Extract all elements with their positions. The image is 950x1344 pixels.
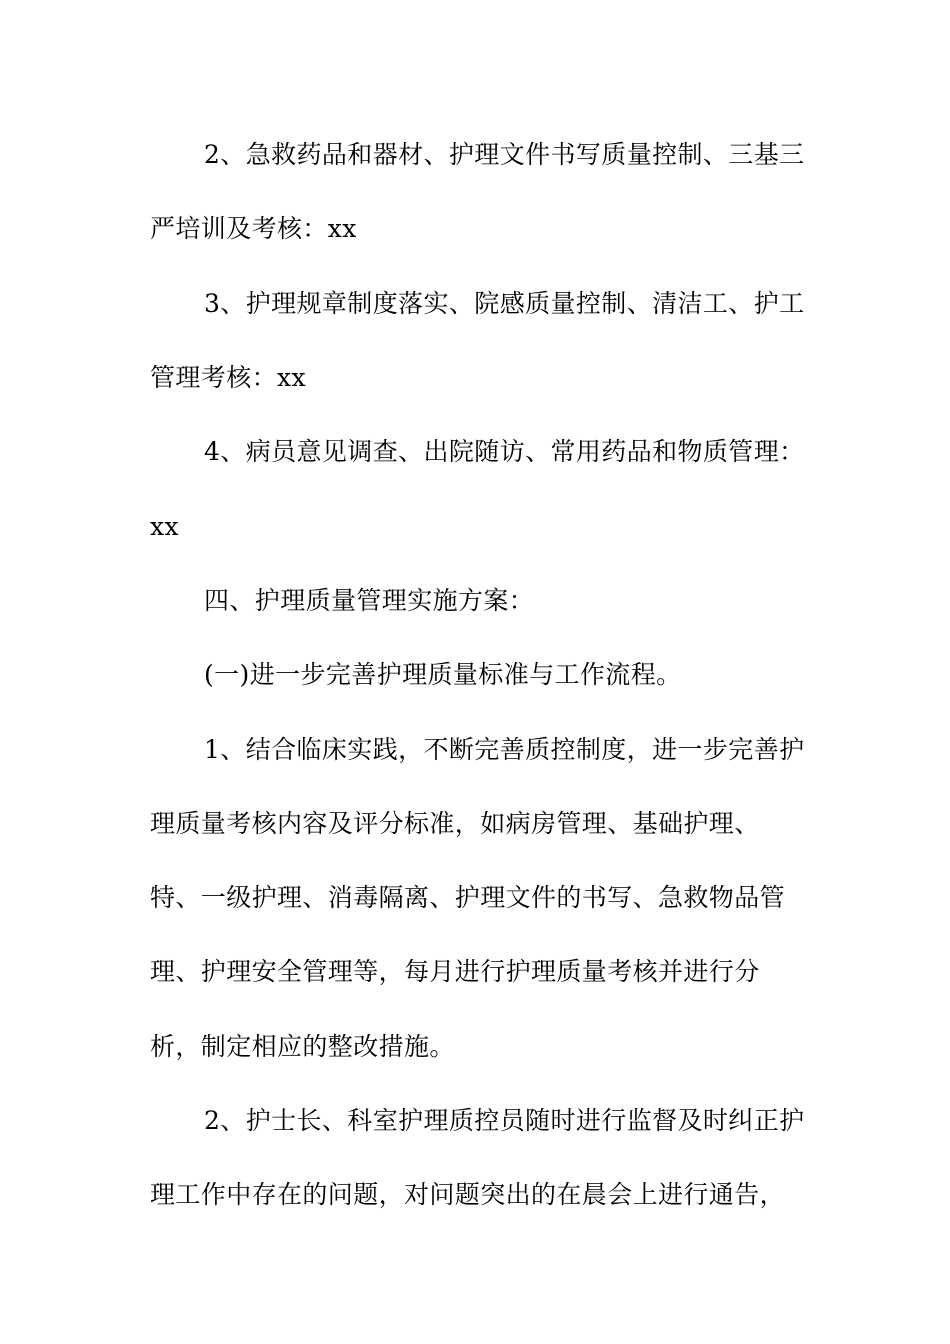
text-line: 特、一级护理、消毒隔离、护理文件的书写、急救物品管 <box>150 883 786 912</box>
text-line: 3、护理规章制度落实、院感质量控制、清洁工、护工 <box>204 289 805 318</box>
subsection-heading: (一)进一步完善护理质量标准与工作流程。 <box>204 660 682 689</box>
text-line: 1、结合临床实践，不断完善质控制度，进一步完善护 <box>204 735 805 764</box>
text-line: 4、病员意见调查、出院随访、常用药品和物质管理： <box>204 437 805 466</box>
text-line: 2、急救药品和器材、护理文件书写质量控制、三基三 <box>204 140 805 169</box>
text-line: xx <box>150 512 179 541</box>
text-line: 理、护理安全管理等，每月进行护理质量考核并进行分 <box>150 957 760 986</box>
text-line: 2、护士长、科室护理质控员随时进行监督及时纠正护 <box>204 1106 805 1135</box>
text-line: 析，制定相应的整改措施。 <box>150 1032 455 1061</box>
text-line: 严培训及考核：xx <box>150 214 357 243</box>
text-line: 管理考核：xx <box>150 363 306 392</box>
section-heading: 四、护理质量管理实施方案： <box>204 586 535 615</box>
text-line: 理质量考核内容及评分标准，如病房管理、基础护理、 <box>150 809 760 838</box>
text-line: 理工作中存在的问题，对问题突出的在晨会上进行通告， <box>150 1180 786 1209</box>
